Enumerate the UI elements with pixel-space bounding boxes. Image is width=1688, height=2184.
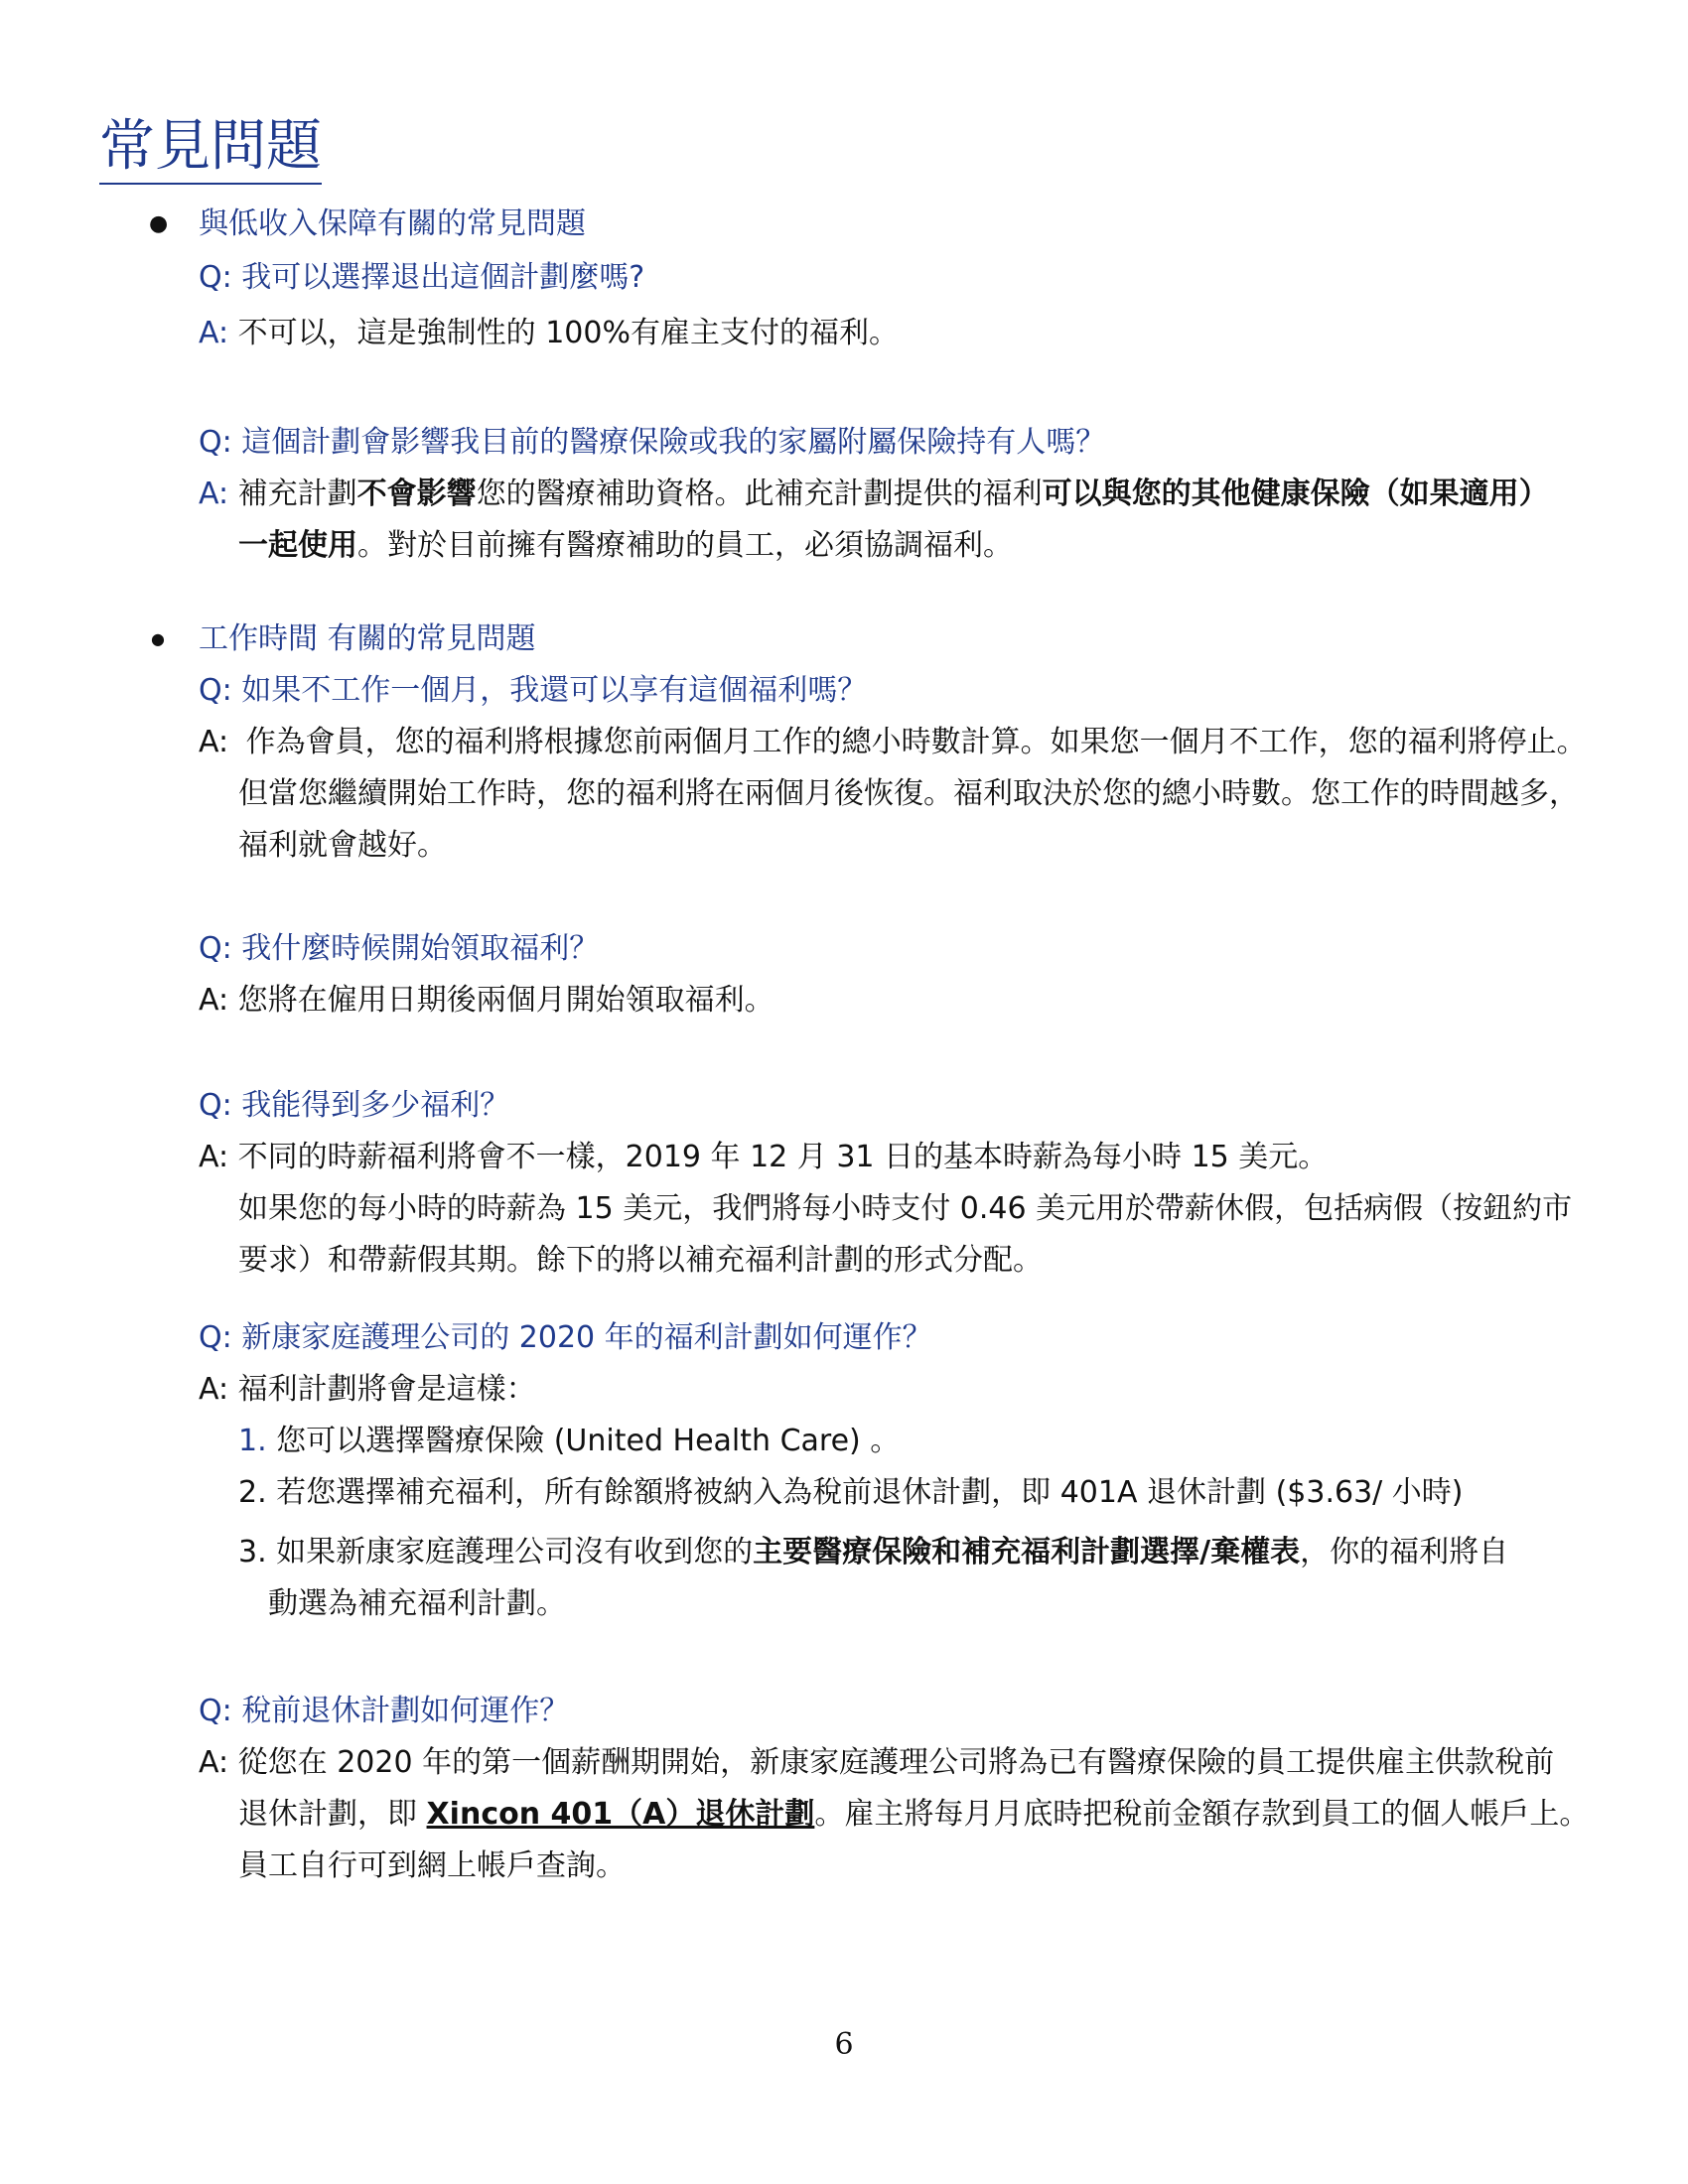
answer-prefix: A:	[199, 1372, 229, 1407]
list-item	[238, 1473, 1464, 1513]
answer-2020-plan	[199, 1370, 536, 1410]
list-item	[238, 1422, 900, 1461]
answer-affect-insurance-line1	[199, 475, 1549, 514]
answer-text: 。對於目前擁有醫療補助的員工，必須協調福利。	[357, 528, 1013, 563]
answer-text: 補充計劃	[237, 477, 357, 511]
answer-prefix: A:	[199, 477, 229, 511]
section-heading-low-income: 與低收入保障有關的常見問題	[199, 206, 586, 241]
answer-not-working-line2: 但當您繼續開始工作時，您的福利將在兩個月後恢復。福利取決於您的總小時數。您工作的時間越多，	[238, 776, 1579, 811]
answer-opt-out	[199, 314, 899, 353]
answer-prefix: A:	[199, 1745, 229, 1780]
answer-pretax-line1	[199, 1743, 1554, 1783]
answer-bold-text: 可以與您的其他健康保險（如果適用）	[1042, 477, 1549, 511]
page-number: 6	[834, 2027, 854, 2062]
answer-pretax-line2	[238, 1795, 1589, 1835]
answer-affect-insurance-line2	[238, 526, 1013, 566]
list-item-bold-text: 主要醫療保險和補充福利計劃選擇/棄權表	[753, 1535, 1301, 1570]
answer-prefix: A:	[199, 725, 229, 759]
list-item-text: 若您選擇補充福利，所有餘額將被納入為稅前退休計劃，即 401A 退休計劃 ($3.63/ 小時)	[276, 1475, 1464, 1510]
answer-text: 不同的時薪福利將會不一樣，2019 年 12 月 31 日的基本時薪為每小時 15 美元。	[237, 1140, 1329, 1174]
answer-not-working-line3: 福利就會越好。	[238, 828, 447, 863]
question-opt-out: Q: 我可以選擇退出這個計劃麼嗎?	[199, 260, 645, 295]
answer-bold-text: 一起使用	[238, 528, 357, 563]
list-item-text: 您可以選擇醫療保險 (United Health Care) 。	[276, 1424, 901, 1458]
question-not-working: Q: 如果不工作一個月，我還可以享有這個福利嗎？	[199, 673, 868, 708]
bullet-icon: ●	[149, 211, 169, 236]
list-item	[238, 1533, 1508, 1572]
question-how-much: Q: 我能得到多少福利？	[199, 1088, 510, 1123]
answer-text: 不可以，這是強制性的 100%有雇主支付的福利。	[237, 316, 899, 350]
answer-text: 福利計劃將會是這樣：	[237, 1372, 536, 1407]
list-item-number: 3.	[238, 1535, 267, 1570]
answer-text: 退休計劃，即	[238, 1797, 427, 1832]
list-item-number: 2.	[238, 1475, 267, 1510]
list-item-text: ，你的福利將自	[1300, 1535, 1509, 1570]
section-heading-work-hours: 工作時間 有關的常見問題	[199, 621, 536, 656]
answer-how-much-line3: 要求）和帶薪假其期。餘下的將以補充福利計劃的形式分配。	[238, 1243, 1043, 1278]
question-pretax-retirement: Q: 稅前退休計劃如何運作？	[199, 1694, 570, 1728]
answer-text: 您將在僱用日期後兩個月開始領取福利。	[237, 983, 774, 1018]
list-item-text: 如果新康家庭護理公司沒有收到您的	[276, 1535, 754, 1570]
answer-text: 作為會員，您的福利將根據您前兩個月工作的總小時數計算。如果您一個月不工作，您的福利將停止。	[245, 725, 1587, 759]
answer-how-much-line1	[199, 1138, 1328, 1177]
answer-text: 。雇主將每月月底時把稅前金額存款到員工的個人帳戶上。	[814, 1797, 1590, 1832]
answer-text: 您的醫療補助資格。此補充計劃提供的福利	[476, 477, 1043, 511]
list-item-number: 1.	[238, 1424, 267, 1458]
answer-pretax-line3: 員工自行可到網上帳戶查詢。	[238, 1848, 626, 1883]
xincon-401a-link[interactable]: Xincon 401（A）退休計劃	[426, 1797, 815, 1832]
answer-start-benefits	[199, 981, 774, 1021]
question-affect-insurance: Q: 這個計劃會影響我目前的醫療保險或我的家屬附屬保險持有人嗎？	[199, 425, 1106, 460]
answer-not-working-line1	[199, 723, 1587, 762]
page-title: 常見問題	[99, 111, 322, 185]
answer-bold-text: 不會影響	[356, 477, 477, 511]
question-2020-plan: Q: 新康家庭護理公司的 2020 年的福利計劃如何運作？	[199, 1320, 932, 1355]
answer-prefix: A:	[199, 316, 229, 350]
question-start-benefits: Q: 我什麼時候開始領取福利？	[199, 931, 600, 966]
bullet-icon: ●	[151, 629, 165, 648]
answer-prefix: A:	[199, 1140, 229, 1174]
answer-how-much-line2: 如果您的每小時的時薪為 15 美元，我們將每小時支付 0.46 美元用於帶薪休假，包括病假（按鈕約市	[238, 1191, 1573, 1226]
list-item-continuation: 動選為補充福利計劃。	[268, 1586, 566, 1621]
answer-prefix: A:	[199, 983, 229, 1018]
answer-text: 從您在 2020 年的第一個薪酬期開始，新康家庭護理公司將為已有醫療保險的員工提供雇主供款稅前	[237, 1745, 1555, 1780]
